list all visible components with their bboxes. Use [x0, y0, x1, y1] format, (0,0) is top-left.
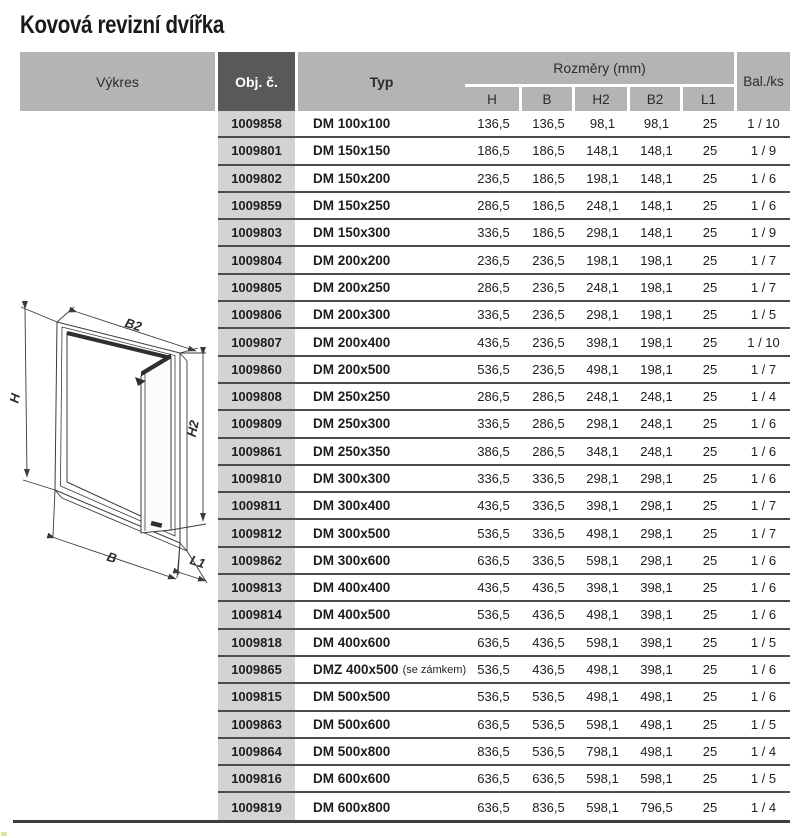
column-header-bal-ks: Bal./ks [737, 52, 790, 111]
table-row [218, 166, 790, 193]
cell-h: 236,5 [477, 170, 510, 186]
column-header-typ: Typ [298, 52, 465, 111]
cell-l1: 25 [702, 225, 718, 241]
cell-b: 236,5 [532, 307, 565, 323]
cell-l1: 25 [702, 416, 718, 432]
cell-typ [298, 111, 465, 136]
cell-b2: 498,1 [640, 716, 673, 732]
table-row [218, 766, 790, 793]
cell-bal-ks: 1 / 7 [750, 279, 777, 295]
page-title: Kovová revizní dvířka [20, 11, 224, 39]
cell-obj-c: 1009865 [218, 657, 295, 682]
cell-h2: 98,1 [589, 116, 616, 132]
typ-label: DM 200x250 [313, 279, 391, 295]
cell-b: 186,5 [532, 225, 565, 241]
cell-b: 336,5 [532, 525, 565, 541]
cell-l1: 25 [702, 116, 718, 132]
dim-header-b: B [522, 87, 572, 111]
cell-h: 536,5 [477, 607, 510, 623]
typ-label: DM 200x300 [313, 307, 391, 323]
typ-label: DM 400x600 [313, 634, 391, 650]
typ-label: DM 150x200 [313, 170, 391, 186]
cell-b2: 796,5 [640, 799, 673, 815]
cell-bal-ks: 1 / 9 [750, 143, 777, 159]
cell-b2: 398,1 [640, 634, 673, 650]
typ-label: DM 400x500 [313, 607, 391, 623]
cell-bal-ks: 1 / 5 [750, 307, 777, 323]
cell-b2: 248,1 [640, 443, 673, 459]
cell-b: 236,5 [532, 361, 565, 377]
table-row [218, 739, 790, 766]
cell-obj-c: 1009809 [218, 411, 295, 436]
typ-label: DM 300x300 [313, 471, 391, 486]
table-row [218, 630, 790, 657]
cell-l1: 25 [702, 716, 718, 732]
cell-obj-c: 1009811 [218, 493, 295, 518]
cell-typ [298, 220, 465, 245]
cell-obj-c: 1009801 [218, 138, 295, 163]
table-row [218, 138, 790, 165]
cell-h: 636,5 [477, 634, 510, 650]
typ-label: DM 500x500 [313, 689, 391, 705]
dim-label-l1: L1 [188, 552, 208, 572]
cell-b: 436,5 [532, 607, 565, 623]
typ-label: DM 250x350 [313, 443, 391, 459]
cell-b: 536,5 [532, 743, 565, 759]
table-row [218, 466, 790, 493]
cell-h2: 398,1 [586, 580, 619, 596]
cell-bal-ks: 1 / 6 [750, 662, 777, 678]
cell-bal-ks: 1 / 7 [750, 498, 777, 514]
cell-typ [298, 630, 465, 655]
cell-b2: 198,1 [640, 279, 673, 295]
dim-label-b: B [105, 548, 119, 567]
cell-l1: 25 [702, 143, 718, 159]
typ-label: DM 600x600 [313, 771, 391, 787]
cell-h: 336,5 [477, 471, 510, 486]
column-header-vykres: Výkres [20, 52, 215, 111]
cell-b2: 148,1 [640, 170, 673, 186]
cell-b2: 248,1 [640, 416, 673, 432]
cell-typ [298, 766, 465, 791]
typ-label: DM 250x250 [313, 389, 391, 405]
cell-typ [298, 712, 465, 737]
cell-obj-c: 1009813 [218, 575, 295, 600]
column-header-obj-c: Obj. č. [218, 52, 295, 111]
cell-h2: 598,1 [586, 771, 619, 787]
cell-b2: 198,1 [640, 307, 673, 323]
cell-b2: 98,1 [643, 116, 670, 132]
cell-obj-c: 1009860 [218, 357, 295, 382]
typ-label: DM 150x300 [313, 225, 391, 241]
cell-l1: 25 [702, 689, 718, 705]
cell-bal-ks: 1 / 6 [750, 580, 777, 596]
cell-h: 336,5 [477, 307, 510, 323]
cell-h2: 298,1 [586, 307, 619, 323]
table-row [218, 411, 790, 438]
typ-label: DM 150x250 [313, 198, 391, 214]
cell-b: 136,5 [532, 116, 565, 132]
cell-b2: 298,1 [640, 471, 673, 486]
cell-typ [298, 548, 465, 573]
cell-typ [298, 466, 465, 491]
cell-l1: 25 [702, 252, 718, 268]
cell-h2: 798,1 [586, 743, 619, 759]
cell-bal-ks: 1 / 6 [750, 443, 777, 459]
cell-obj-c: 1009816 [218, 766, 295, 791]
cell-obj-c: 1009864 [218, 739, 295, 764]
cell-b: 186,5 [532, 143, 565, 159]
cell-h2: 598,1 [586, 552, 619, 568]
cell-h2: 398,1 [586, 498, 619, 514]
cell-h2: 498,1 [586, 662, 619, 678]
cell-obj-c: 1009818 [218, 630, 295, 655]
table-row [218, 657, 790, 684]
cell-h: 136,5 [477, 116, 510, 132]
cell-obj-c: 1009814 [218, 602, 295, 627]
cell-b2: 398,1 [640, 607, 673, 623]
table-row [218, 329, 790, 356]
cell-h: 636,5 [477, 716, 510, 732]
cell-typ [298, 329, 465, 354]
cell-obj-c: 1009863 [218, 712, 295, 737]
table-row [218, 793, 790, 820]
cell-bal-ks: 1 / 6 [750, 552, 777, 568]
cell-b2: 148,1 [640, 143, 673, 159]
cell-h2: 298,1 [586, 416, 619, 432]
cell-l1: 25 [702, 361, 718, 377]
table-row [218, 548, 790, 575]
cell-h2: 198,1 [586, 252, 619, 268]
cell-b2: 148,1 [640, 198, 673, 214]
column-header-rozmery: Rozměry (mm) [465, 52, 734, 84]
cell-h: 336,5 [477, 225, 510, 241]
typ-label: DM 100x100 [313, 116, 391, 132]
cell-l1: 25 [702, 170, 718, 186]
cell-l1: 25 [702, 307, 718, 323]
cell-l1: 25 [702, 771, 718, 787]
table-row [218, 602, 790, 629]
table-row [218, 684, 790, 711]
cell-b2: 198,1 [640, 252, 673, 268]
typ-label: DM 300x400 [313, 498, 391, 514]
cell-l1: 25 [702, 525, 718, 541]
cell-h2: 498,1 [586, 525, 619, 541]
table-row [218, 220, 790, 247]
cell-l1: 25 [702, 552, 718, 568]
cell-h: 286,5 [477, 389, 510, 405]
cell-b2: 198,1 [640, 361, 673, 377]
table-row [218, 357, 790, 384]
cell-bal-ks: 1 / 4 [750, 389, 777, 405]
table-row [218, 384, 790, 411]
cell-typ [298, 657, 465, 682]
cell-l1: 25 [702, 334, 718, 350]
cell-typ [298, 166, 465, 191]
cell-h2: 198,1 [586, 170, 619, 186]
cell-bal-ks: 1 / 6 [750, 170, 777, 186]
typ-label: DM 300x500 [313, 525, 391, 541]
cell-bal-ks: 1 / 4 [750, 743, 777, 759]
cell-obj-c: 1009859 [218, 193, 295, 218]
cell-b2: 598,1 [640, 771, 673, 787]
cell-b: 436,5 [532, 634, 565, 650]
table-row [218, 247, 790, 274]
cell-h2: 298,1 [586, 471, 619, 486]
corner-artifact [1, 832, 7, 836]
cell-l1: 25 [702, 198, 718, 214]
cell-b2: 498,1 [640, 689, 673, 705]
table-row [218, 520, 790, 547]
dim-label-h2: H2 [183, 418, 202, 439]
cell-typ [298, 439, 465, 464]
cell-typ [298, 384, 465, 409]
cell-b: 286,5 [532, 416, 565, 432]
dim-header-l1: L1 [683, 87, 734, 111]
cell-l1: 25 [702, 607, 718, 623]
cell-h: 286,5 [477, 279, 510, 295]
cell-typ [298, 684, 465, 709]
cell-obj-c: 1009862 [218, 548, 295, 573]
cell-l1: 25 [702, 471, 718, 486]
cell-obj-c: 1009815 [218, 684, 295, 709]
typ-label: DM 400x400 [313, 580, 391, 596]
dim-header-h: H [465, 87, 519, 111]
cell-h: 836,5 [477, 743, 510, 759]
cell-typ [298, 357, 465, 382]
cell-obj-c: 1009803 [218, 220, 295, 245]
typ-label: DM 200x400 [313, 334, 391, 350]
cell-h2: 248,1 [586, 389, 619, 405]
cell-h2: 248,1 [586, 279, 619, 295]
cell-h2: 598,1 [586, 799, 619, 815]
cell-b2: 298,1 [640, 498, 673, 514]
dim-header-b2: B2 [630, 87, 680, 111]
cell-h2: 498,1 [586, 607, 619, 623]
cell-bal-ks: 1 / 7 [750, 525, 777, 541]
typ-note: (se zámkem) [402, 663, 467, 676]
table-row [218, 193, 790, 220]
cell-l1: 25 [702, 662, 718, 678]
cell-obj-c: 1009810 [218, 466, 295, 491]
cell-l1: 25 [702, 799, 718, 815]
cell-b: 636,5 [532, 771, 565, 787]
table-row [218, 575, 790, 602]
cell-l1: 25 [702, 498, 718, 514]
cell-obj-c: 1009861 [218, 439, 295, 464]
cell-b2: 498,1 [640, 743, 673, 759]
dim-label-h: H [6, 392, 23, 405]
dims-header-row [465, 87, 734, 111]
cell-b: 436,5 [532, 662, 565, 678]
cell-bal-ks: 1 / 5 [750, 716, 777, 732]
door-technical-drawing [5, 281, 215, 616]
cell-b2: 398,1 [640, 580, 673, 596]
cell-b: 536,5 [532, 689, 565, 705]
typ-label: DM 600x800 [313, 799, 391, 815]
cell-typ [298, 602, 465, 627]
cell-bal-ks: 1 / 5 [750, 634, 777, 650]
cell-b: 286,5 [532, 443, 565, 459]
cell-obj-c: 1009802 [218, 166, 295, 191]
cell-h2: 248,1 [586, 198, 619, 214]
cell-bal-ks: 1 / 6 [750, 689, 777, 705]
cell-b2: 398,1 [640, 662, 673, 678]
cell-b: 436,5 [532, 580, 565, 596]
cell-obj-c: 1009812 [218, 520, 295, 545]
table-row [218, 712, 790, 739]
typ-label: DM 500x800 [313, 743, 391, 759]
cell-obj-c: 1009819 [218, 793, 295, 820]
cell-h2: 148,1 [586, 143, 619, 159]
cell-h: 436,5 [477, 334, 510, 350]
cell-bal-ks: 1 / 9 [750, 225, 777, 241]
table-bottom-border [13, 820, 790, 823]
cell-b2: 198,1 [640, 334, 673, 350]
cell-obj-c: 1009807 [218, 329, 295, 354]
dim-label-b2: B2 [123, 315, 144, 335]
cell-typ [298, 138, 465, 163]
cell-h: 636,5 [477, 799, 510, 815]
cell-h2: 498,1 [586, 689, 619, 705]
cell-h2: 598,1 [586, 716, 619, 732]
table-row [218, 493, 790, 520]
typ-label: DM 500x600 [313, 716, 391, 732]
cell-obj-c: 1009808 [218, 384, 295, 409]
typ-label: DM 200x500 [313, 361, 391, 377]
cell-h2: 298,1 [586, 225, 619, 241]
cell-h: 386,5 [477, 443, 510, 459]
cell-h: 436,5 [477, 580, 510, 596]
cell-b: 336,5 [532, 498, 565, 514]
cell-typ [298, 575, 465, 600]
cell-b: 236,5 [532, 334, 565, 350]
typ-label: DM 150x150 [313, 143, 391, 159]
cell-b: 836,5 [532, 799, 565, 815]
cell-obj-c: 1009804 [218, 247, 295, 272]
cell-h: 536,5 [477, 525, 510, 541]
cell-h: 536,5 [477, 361, 510, 377]
cell-h: 536,5 [477, 662, 510, 678]
cell-h: 336,5 [477, 416, 510, 432]
cell-l1: 25 [702, 580, 718, 596]
cell-h: 636,5 [477, 771, 510, 787]
cell-h: 436,5 [477, 498, 510, 514]
cell-b: 236,5 [532, 279, 565, 295]
cell-h: 536,5 [477, 689, 510, 705]
cell-b2: 148,1 [640, 225, 673, 241]
table-rows [218, 111, 790, 821]
cell-bal-ks: 1 / 6 [750, 471, 777, 486]
cell-h2: 348,1 [586, 443, 619, 459]
cell-bal-ks: 1 / 7 [750, 361, 777, 377]
cell-typ [298, 793, 465, 820]
cell-b: 186,5 [532, 198, 565, 214]
cell-b: 336,5 [532, 552, 565, 568]
cell-typ [298, 493, 465, 518]
typ-label: DM 300x600 [313, 552, 391, 568]
cell-typ [298, 520, 465, 545]
cell-typ [298, 739, 465, 764]
cell-bal-ks: 1 / 4 [750, 799, 777, 815]
cell-bal-ks: 1 / 10 [747, 116, 780, 132]
cell-l1: 25 [702, 443, 718, 459]
typ-label: DM 200x200 [313, 252, 391, 268]
cell-h: 186,5 [477, 143, 510, 159]
cell-bal-ks: 1 / 10 [747, 334, 780, 350]
cell-bal-ks: 1 / 6 [750, 416, 777, 432]
cell-typ [298, 193, 465, 218]
cell-l1: 25 [702, 389, 718, 405]
table-row [218, 439, 790, 466]
cell-b: 186,5 [532, 170, 565, 186]
cell-bal-ks: 1 / 7 [750, 252, 777, 268]
cell-b2: 298,1 [640, 552, 673, 568]
cell-typ [298, 275, 465, 300]
cell-h: 236,5 [477, 252, 510, 268]
cell-h: 286,5 [477, 198, 510, 214]
cell-typ [298, 247, 465, 272]
cell-h2: 398,1 [586, 334, 619, 350]
cell-typ [298, 411, 465, 436]
table-row [218, 111, 790, 138]
cell-b: 536,5 [532, 716, 565, 732]
cell-h2: 598,1 [586, 634, 619, 650]
cell-l1: 25 [702, 743, 718, 759]
cell-obj-c: 1009858 [218, 111, 295, 136]
cell-l1: 25 [702, 279, 718, 295]
cell-obj-c: 1009805 [218, 275, 295, 300]
cell-typ [298, 302, 465, 327]
cell-h2: 498,1 [586, 361, 619, 377]
cell-bal-ks: 1 / 5 [750, 771, 777, 787]
cell-b: 236,5 [532, 252, 565, 268]
table-row [218, 302, 790, 329]
cell-b: 286,5 [532, 389, 565, 405]
dim-header-h2: H2 [575, 87, 627, 111]
typ-label: DMZ 400x500 [313, 662, 399, 678]
table-row [218, 275, 790, 302]
cell-obj-c: 1009806 [218, 302, 295, 327]
cell-b2: 248,1 [640, 389, 673, 405]
cell-b: 336,5 [532, 471, 565, 486]
cell-b2: 298,1 [640, 525, 673, 541]
cell-h: 636,5 [477, 552, 510, 568]
cell-bal-ks: 1 / 6 [750, 198, 777, 214]
cell-bal-ks: 1 / 6 [750, 607, 777, 623]
typ-label: DM 250x300 [313, 416, 391, 432]
cell-l1: 25 [702, 634, 718, 650]
